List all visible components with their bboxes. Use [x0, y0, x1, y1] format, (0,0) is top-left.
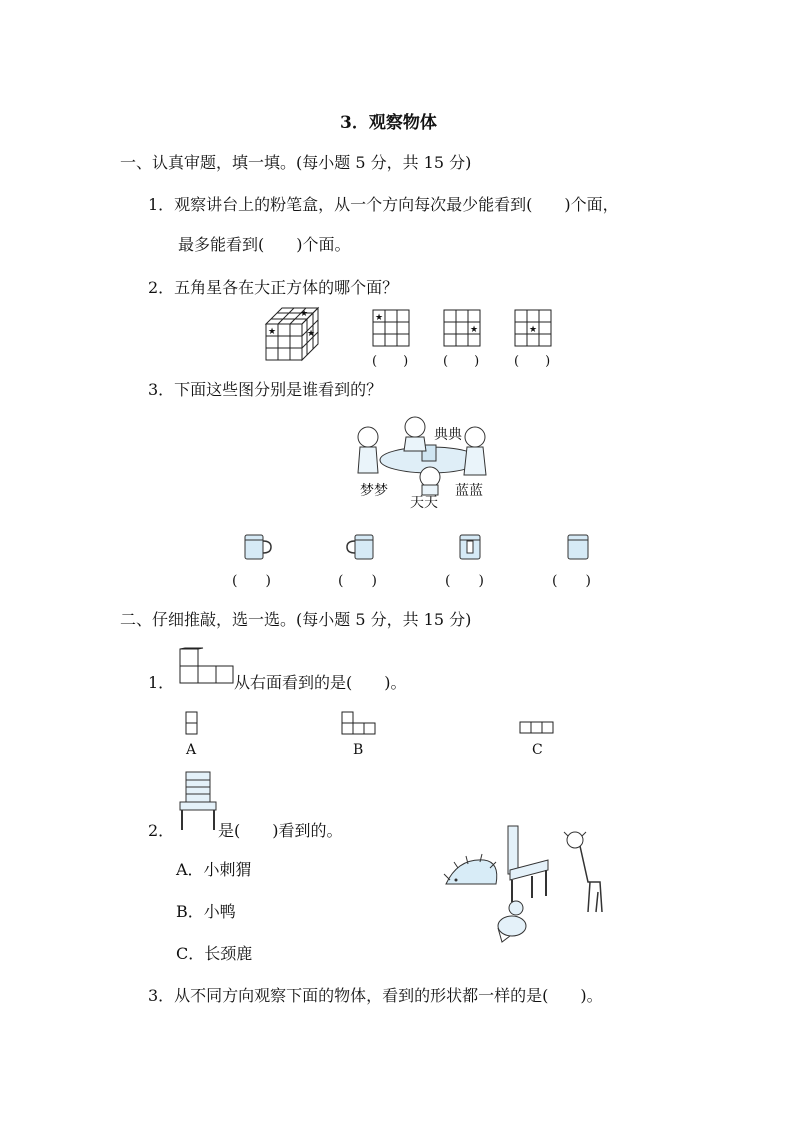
option-b-figure	[342, 712, 378, 736]
s2-q2-option-b[interactable]: B．小鸭	[176, 902, 236, 921]
option-a-figure	[186, 712, 198, 736]
option-c-label[interactable]: C	[532, 742, 543, 758]
s2-q2-num: 2．	[148, 821, 175, 840]
cup-view-no-handle	[566, 533, 592, 561]
svg-text:★: ★	[300, 309, 309, 319]
option-b-label[interactable]: B	[353, 742, 364, 758]
cup-view-handle-front	[458, 533, 484, 561]
svg-text:★: ★	[307, 329, 316, 339]
child-name-top: 典典	[434, 427, 462, 443]
face-grid-1	[373, 310, 409, 346]
q2-answer-2[interactable]: ( )	[443, 354, 480, 369]
cup-view-handle-left	[345, 533, 377, 561]
q2-answer-3[interactable]: ( )	[514, 354, 551, 369]
block-stack-figure	[180, 648, 234, 684]
s1-q1-line2: 最多能看到( )个面。	[178, 235, 351, 254]
option-c-figure	[520, 722, 556, 736]
s2-q2-text: 是( )看到的。	[218, 821, 343, 840]
child-name-right: 蓝蓝	[455, 483, 483, 499]
page-title: 3．观察物体	[340, 113, 437, 133]
animals-chair-scene	[440, 822, 615, 952]
q3-answer-4[interactable]: ( )	[552, 573, 591, 589]
s2-q1-text: 从右面看到的是( )。	[234, 673, 407, 692]
s1-q1-line1: 1．观察讲台上的粉笔盒，从一个方向每次最少能看到( )个面，	[148, 195, 619, 214]
child-name-left: 梦梦	[360, 483, 388, 499]
child-name-bottom: 天天	[410, 495, 438, 511]
section-1-heading: 一、认真审题，填一填。(每小题 5 分，共 15 分)	[120, 153, 472, 172]
q3-answer-1[interactable]: ( )	[232, 573, 271, 589]
s2-q1-num: 1．	[148, 673, 175, 692]
s2-q2-option-c[interactable]: C．长颈鹿	[176, 944, 253, 963]
option-a-label[interactable]: A	[186, 742, 197, 758]
svg-text:★: ★	[268, 327, 277, 337]
svg-text:★: ★	[529, 325, 538, 335]
q3-answer-2[interactable]: ( )	[338, 573, 377, 589]
cup-view-handle-right	[243, 533, 273, 561]
big-cube-figure	[266, 308, 326, 360]
s1-q2-text: 2．五角星各在大正方体的哪个面？	[148, 278, 399, 297]
face-grid-2	[444, 310, 480, 346]
q2-answer-1[interactable]: ( )	[372, 354, 409, 369]
s2-q3-text: 3．从不同方向观察下面的物体，看到的形状都一样的是( )。	[148, 986, 603, 1005]
s1-q3-text: 3．下面这些图分别是谁看到的？	[148, 380, 383, 399]
chair-back-view	[178, 770, 220, 832]
svg-text:★: ★	[375, 313, 384, 323]
s2-q2-option-a[interactable]: A．小刺猬	[176, 860, 252, 879]
q3-answer-3[interactable]: ( )	[445, 573, 484, 589]
svg-text:★: ★	[470, 325, 479, 335]
section-2-heading: 二、仔细推敲，选一选。(每小题 5 分，共 15 分)	[120, 610, 472, 629]
face-grid-3	[515, 310, 551, 346]
